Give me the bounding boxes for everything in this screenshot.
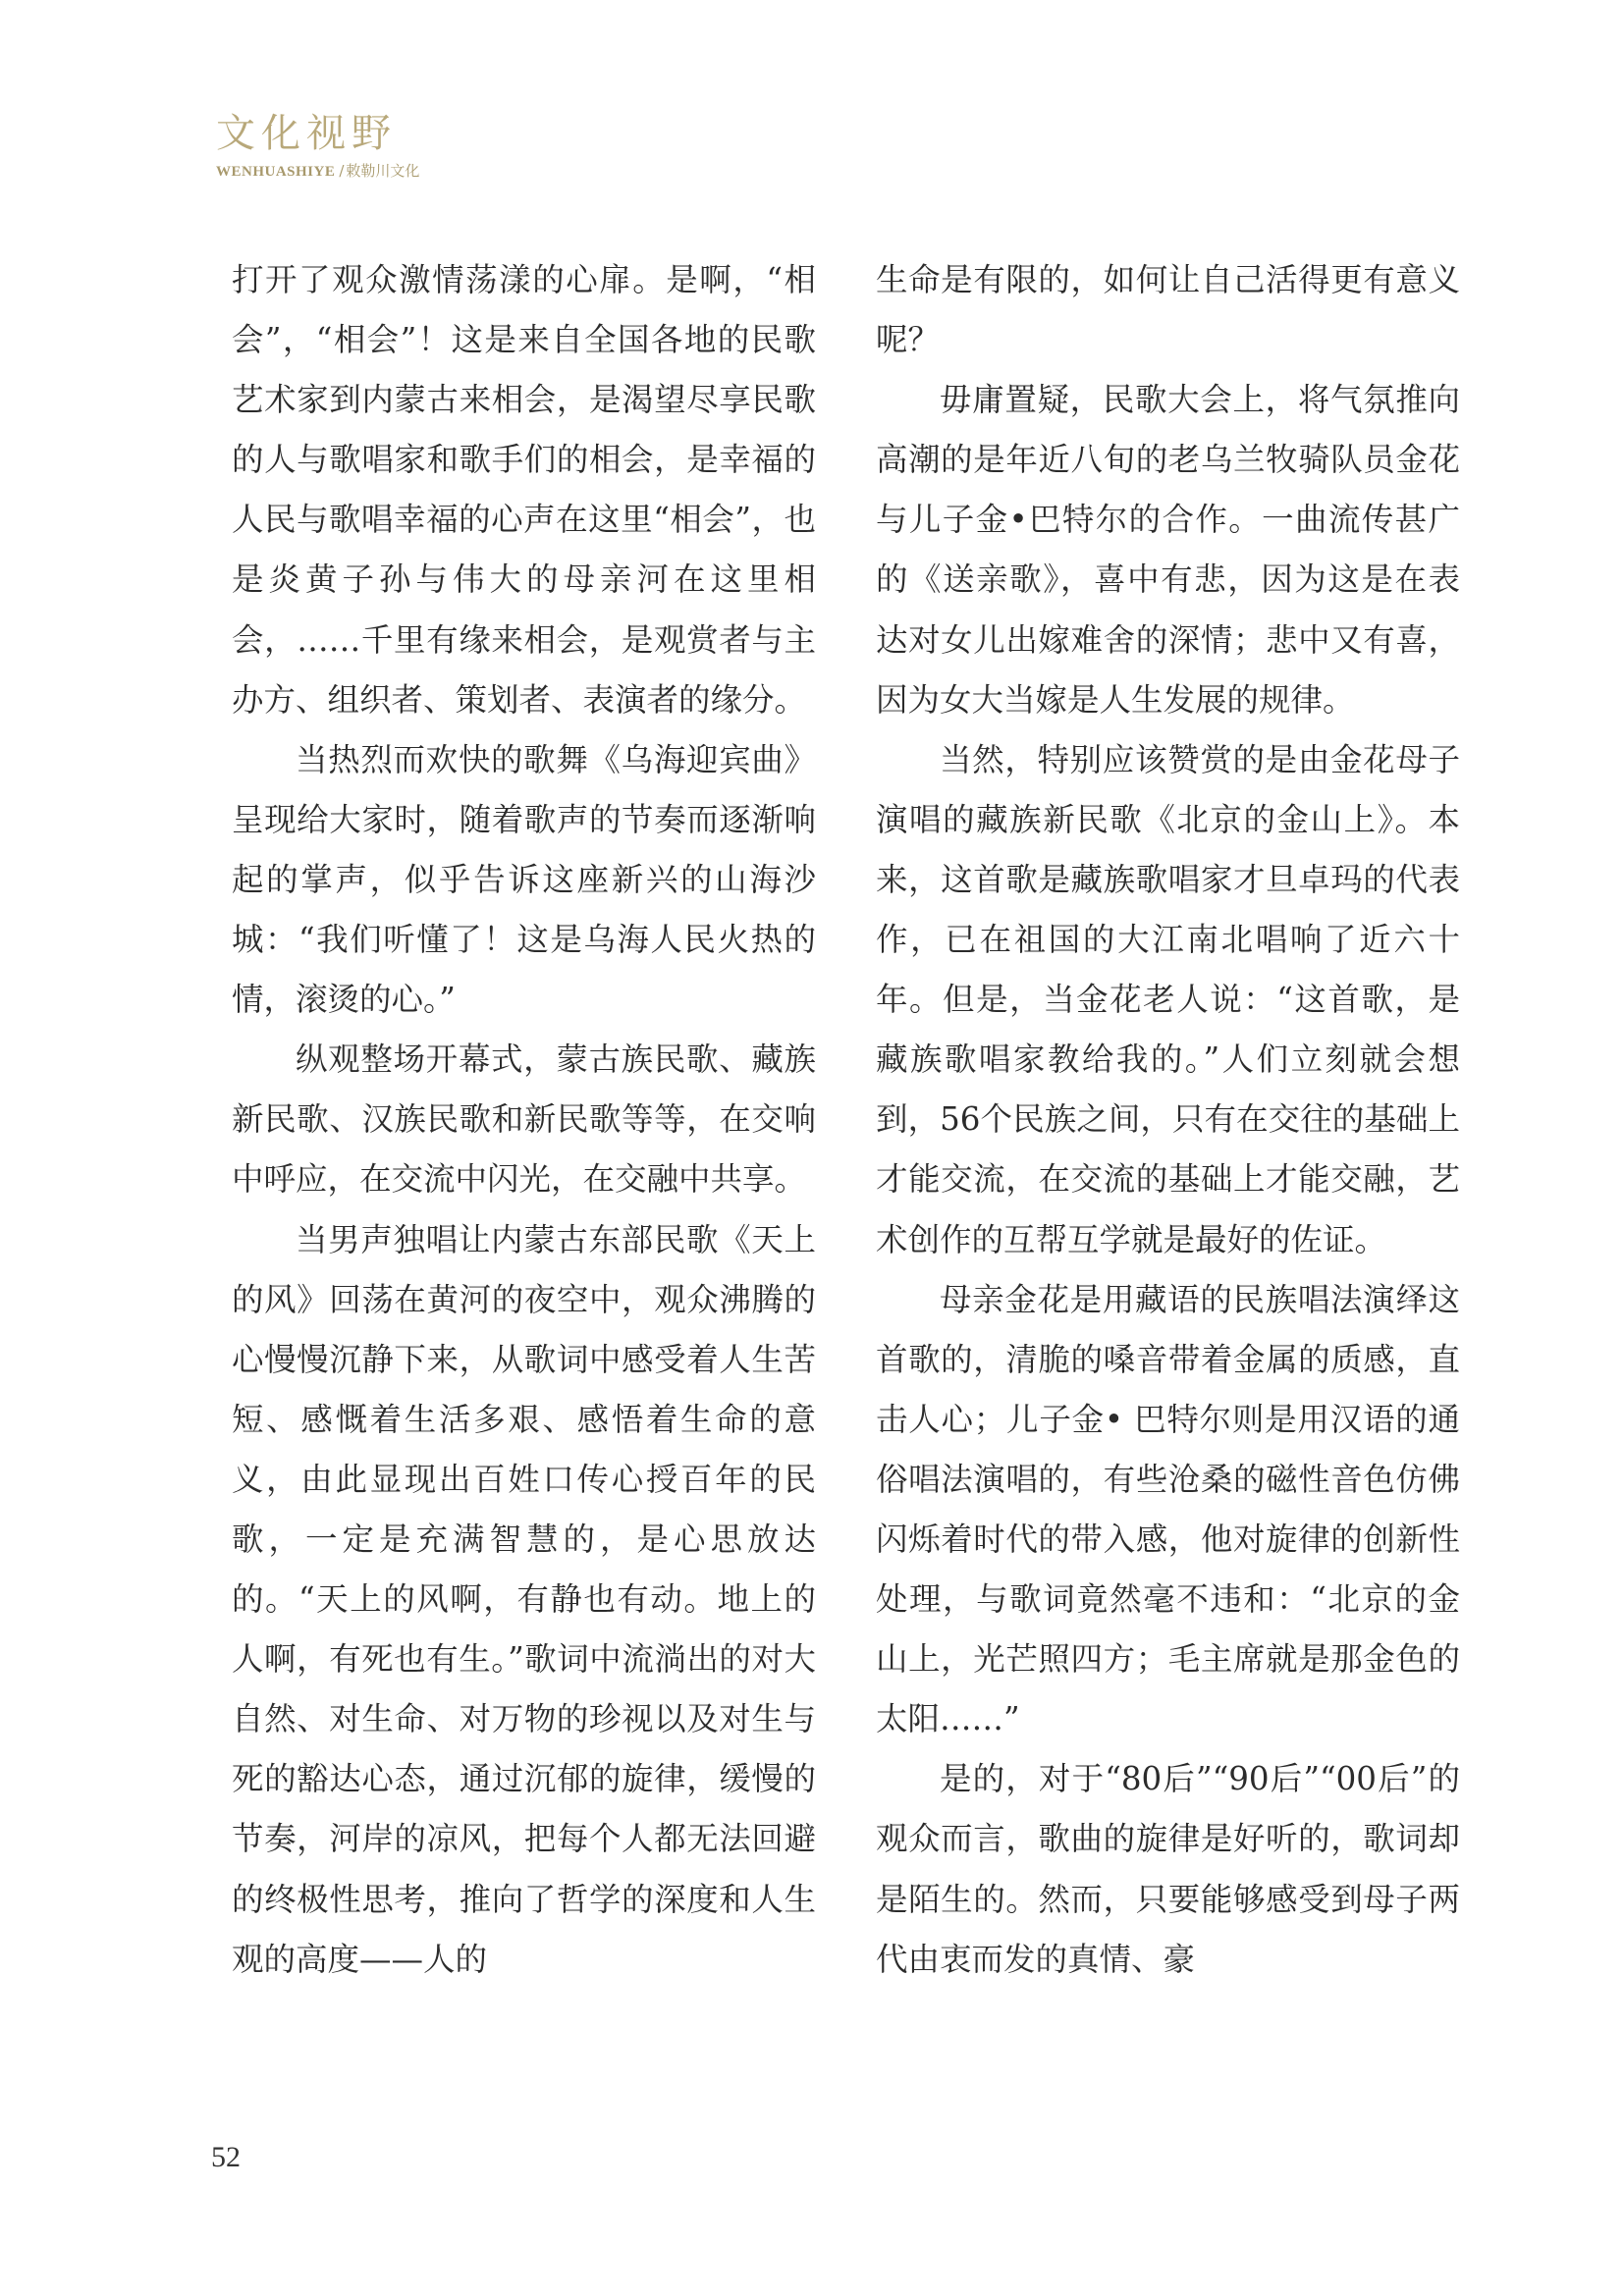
section-header: [216, 110, 419, 182]
section-subtitle-separator: /: [339, 162, 345, 180]
paragraph: 当热烈而欢快的歌舞《乌海迎宾曲》呈现给大家时，随着歌声的节奏而逐渐响起的掌声，似乎告诉这座新兴的山海沙城：“我们听懂了！这是乌海人民火热的情，滚烫的心。”: [232, 740, 816, 1019]
section-subtitle-latin: WENHUASHIYE: [216, 164, 336, 180]
paragraph: 生命是有限的，如何让自己活得更有意义呢？: [876, 261, 1460, 359]
paragraph: 当然，特别应该赞赏的是由金花母子演唱的藏族新民歌《北京的金山上》。本来，这首歌是藏族歌唱家才旦卓玛的代表作，已在祖国的大江南北唱响了近六十年。但是，当金花老人说：“这首歌，是藏族歌唱家教给我的。”人们立刻就会想到，56个民族之间，只有在交往的基础上才能交流，在交流的基础上才能交融，艺术创作的互帮互学就是最好的佐证。: [876, 740, 1460, 1258]
right-text-column: [876, 250, 1460, 1990]
section-subtitle: [216, 161, 419, 182]
paragraph: 是的，对于“80后”“90后”“00后”的观众而言，歌曲的旋律是好听的，歌词却是陌生的。然而，只要能够感受到母子两代由衷而发的真情、豪: [876, 1760, 1460, 1978]
left-text-column: [232, 250, 816, 1990]
section-subtitle-cn: 敕勒川文化: [346, 162, 420, 180]
paragraph: 打开了观众激情荡漾的心扉。是啊，“相会”，“相会”！这是来自全国各地的民歌艺术家到内蒙古来相会，是渴望尽享民歌的人与歌唱家和歌手们的相会，是幸福的人民与歌唱幸福的心声在这里“相会”，也是炎黄子孙与伟大的母亲河在这里相会，……千里有缘来相会，是观赏者与主办方、组织者、策划者、表演者的缘分。: [232, 261, 816, 719]
paragraph: 毋庸置疑，民歌大会上，将气氛推向高潮的是年近八旬的老乌兰牧骑队员金花与儿子金•巴特尔的合作。一曲流传甚广的《送亲歌》，喜中有悲，因为这是在表达对女儿出嫁难舍的深情；悲中又有喜，因为女大当嫁是人生发展的规律。: [876, 381, 1460, 719]
paragraph: 当男声独唱让内蒙古东部民歌《天上的风》回荡在黄河的夜空中，观众沸腾的心慢慢沉静下来，从歌词中感受着人生苦短、感慨着生活多艰、感悟着生命的意义，由此显现出百姓口传心授百年的民歌，一定是充满智慧的，是心思放达的。“天上的风啊，有静也有动。地上的人啊，有死也有生。”歌词中流淌出的对大自然、对生命、对万物的珍视以及对生与死的豁达心态，通过沉郁的旋律，缓慢的节奏，河岸的凉风，把每个人都无法回避的终极性思考，推向了哲学的深度和人生观的高度——人的: [232, 1220, 816, 1978]
section-title: 文化视野: [216, 111, 397, 156]
paragraph: 母亲金花是用藏语的民族唱法演绎这首歌的，清脆的嗓音带着金属的质感，直击人心；儿子金• 巴特尔则是用汉语的通俗唱法演唱的，有些沧桑的磁性音色仿佛闪烁着时代的带入感，他对旋律的创新性处理，与歌词竟然毫不违和：“北京的金山上，光芒照四方；毛主席就是那金色的太阳……”: [876, 1280, 1460, 1738]
paragraph: 纵观整场开幕式，蒙古族民歌、藏族新民歌、汉族民歌和新民歌等等，在交响中呼应，在交流中闪光，在交融中共享。: [232, 1041, 816, 1199]
page-number: 52: [211, 2141, 241, 2173]
